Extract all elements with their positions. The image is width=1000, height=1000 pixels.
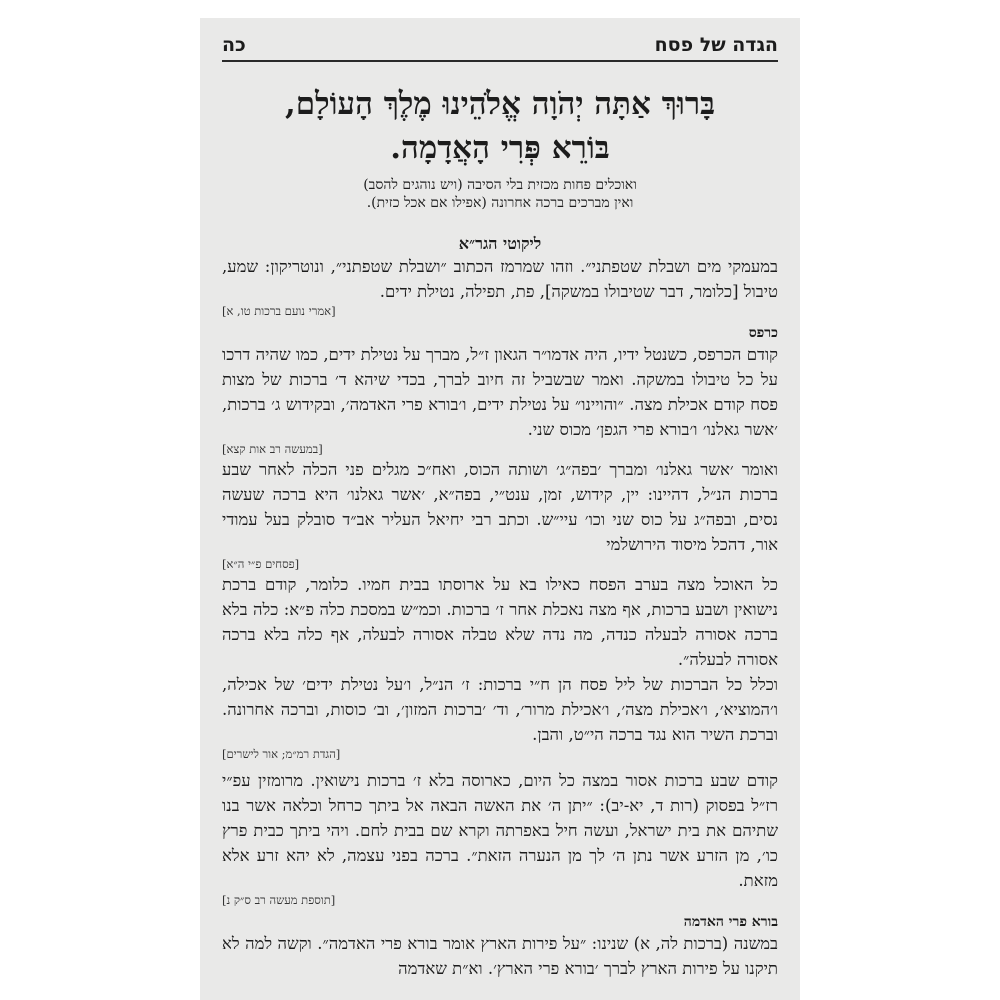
source-citation: [פסחים פ״י ה״א] <box>222 557 300 571</box>
paragraph: כל האוכל מצה בערב הפסח כאילו בא על ארוסתו בבית חמיו. כלומר, קודם ברכת נישואין ושבע ברכות, אף מצה נאכלת אחר ז׳ ברכות. וכמ״ש במסכת כלה פ״א: כלה בלא ברכה אסורה לבעלה כנדה, מה נדה שלא טבלה אסורה לבעלה, אף כלה בלא ברכה אסורה לבעלה״. <box>222 575 778 669</box>
instruction-line: ואין מברכים ברכה אחרונה (אפילו אם אכל כזית). <box>366 195 634 211</box>
sub-heading-karpas: כרפס <box>748 325 778 341</box>
blessing-heading <box>222 82 778 170</box>
section-title: ליקוטי הגר״א <box>458 234 542 253</box>
paragraph: קודם שבע ברכות אסור במצה כל היום, כארוסה בלא ז׳ ברכות נישואין. מרומזין עפ״י רז״ל בפסוק (רות ד, יא-יב): ״יתן ה׳ את האשה הבאה אל ביתך כרחל וכלאה אשר בנו שתיהם את בית ישראל, ועשה חיל באפרתה וקרא שם בבית לחם. ויהי ביתך כבית פרץ כו׳, מן הזרע אשר נתן ה׳ לך מן הנערה הזאת״. ברכה בפני עצמה, לא יהא זרע אלא מזאת. <box>222 771 778 890</box>
page-number: כה <box>222 34 246 56</box>
source-citation: [תוספת מעשה רב ס״ק נ] <box>222 893 336 907</box>
blessing-line-2: בּוֹרֵא פְּרִי הָאֲדָמָה. <box>390 130 610 166</box>
source-citation: [במעשה רב אות קצא] <box>222 442 323 456</box>
page-content <box>222 34 778 1000</box>
instructions <box>222 176 778 212</box>
paragraph: במשנה (ברכות לה, א) שנינו: ״על פירות הארץ אומר בורא פרי האדמה״. וקשה למה לא תיקנו על פירות הארץ לברך ׳בורא פרי הארץ׳. וא״ת שאדמה <box>222 934 778 978</box>
source-citation: [הגדת רמ״מ; אור לישרים] <box>222 747 341 761</box>
paragraph: במעמקי מים ושבלת שטפתני״. וזהו שמרמז הכתוב ״ושבלת שטפתני״, ונוטריקון: שמע, טיבול [כלומר, דבר שטיבולו במשקה], פת, תפילה, נטילת ידים. <box>222 257 778 301</box>
blessing-line-1: בָּרוּךְ אַתָּה יְהֹוָה אֱלֹהֵינוּ מֶלֶךְ הָעוֹלָם, <box>284 86 716 122</box>
paragraph: וכלל כל הברכות של ליל פסח הן ח״י ברכות: ז׳ הנ״ל, ו׳על נטילת ידים׳ של אכילה, ו׳המוציא׳, ו׳אכילת מצה׳, ו׳אכילת מרור׳, וד׳ ׳ברכות המזון׳, וב׳ כוסות, וברכה אחרונה. וברכת השיר הוא נגד ברכה הי״ט, והבן. <box>222 675 778 744</box>
sub-heading-bore-pri: בורא פרי האדמה <box>683 914 778 930</box>
paragraph: ואומר ׳אשר גאלנו׳ ומברך ׳בפה״ג׳ ושותה הכוס, ואח״כ מגלים פני הכלה לאחר שבע ברכות הנ״ל, דהיינו: יין, קידוש, זמן, ענט״י, בפה״א, ׳אשר גאלנו׳ היא ברכה שעשה נסים, ובפה״ג על כוס שני וכו׳ עיי״ש. וכתב רבי יחיאל העליר אב״ד סובלק בעל עמודי אור, דהכל מיסוד הירושלמי <box>222 460 778 554</box>
book-page <box>200 18 800 1000</box>
running-title: הגדה של פסח <box>654 34 778 56</box>
running-header <box>222 34 778 62</box>
source-citation: [אמרי נועם ברכות טו, א] <box>222 304 336 318</box>
instruction-line: ואוכלים פחות מכזית בלי הסיבה (ויש נוהגים להסב) <box>363 177 637 193</box>
paragraph: קודם הכרפס, כשנטל ידיו, היה אדמו״ר הגאון ז״ל, מברך על נטילת ידים, כמו שהיה דרכו על כל טיבולו במשקה. ואמר שבשביל זה חיוב לברך, בכדי שיהא ד׳ ברכות של מצות פסח קודם אכילת מצה. ״והויינו״ על נטילת ידים, ו׳בורא פרי האדמה׳, ובקידוש ג׳ ברכות, ׳אשר גאלנו׳ ו׳בורא פרי הגפן׳ מכוס שני. <box>222 345 778 439</box>
